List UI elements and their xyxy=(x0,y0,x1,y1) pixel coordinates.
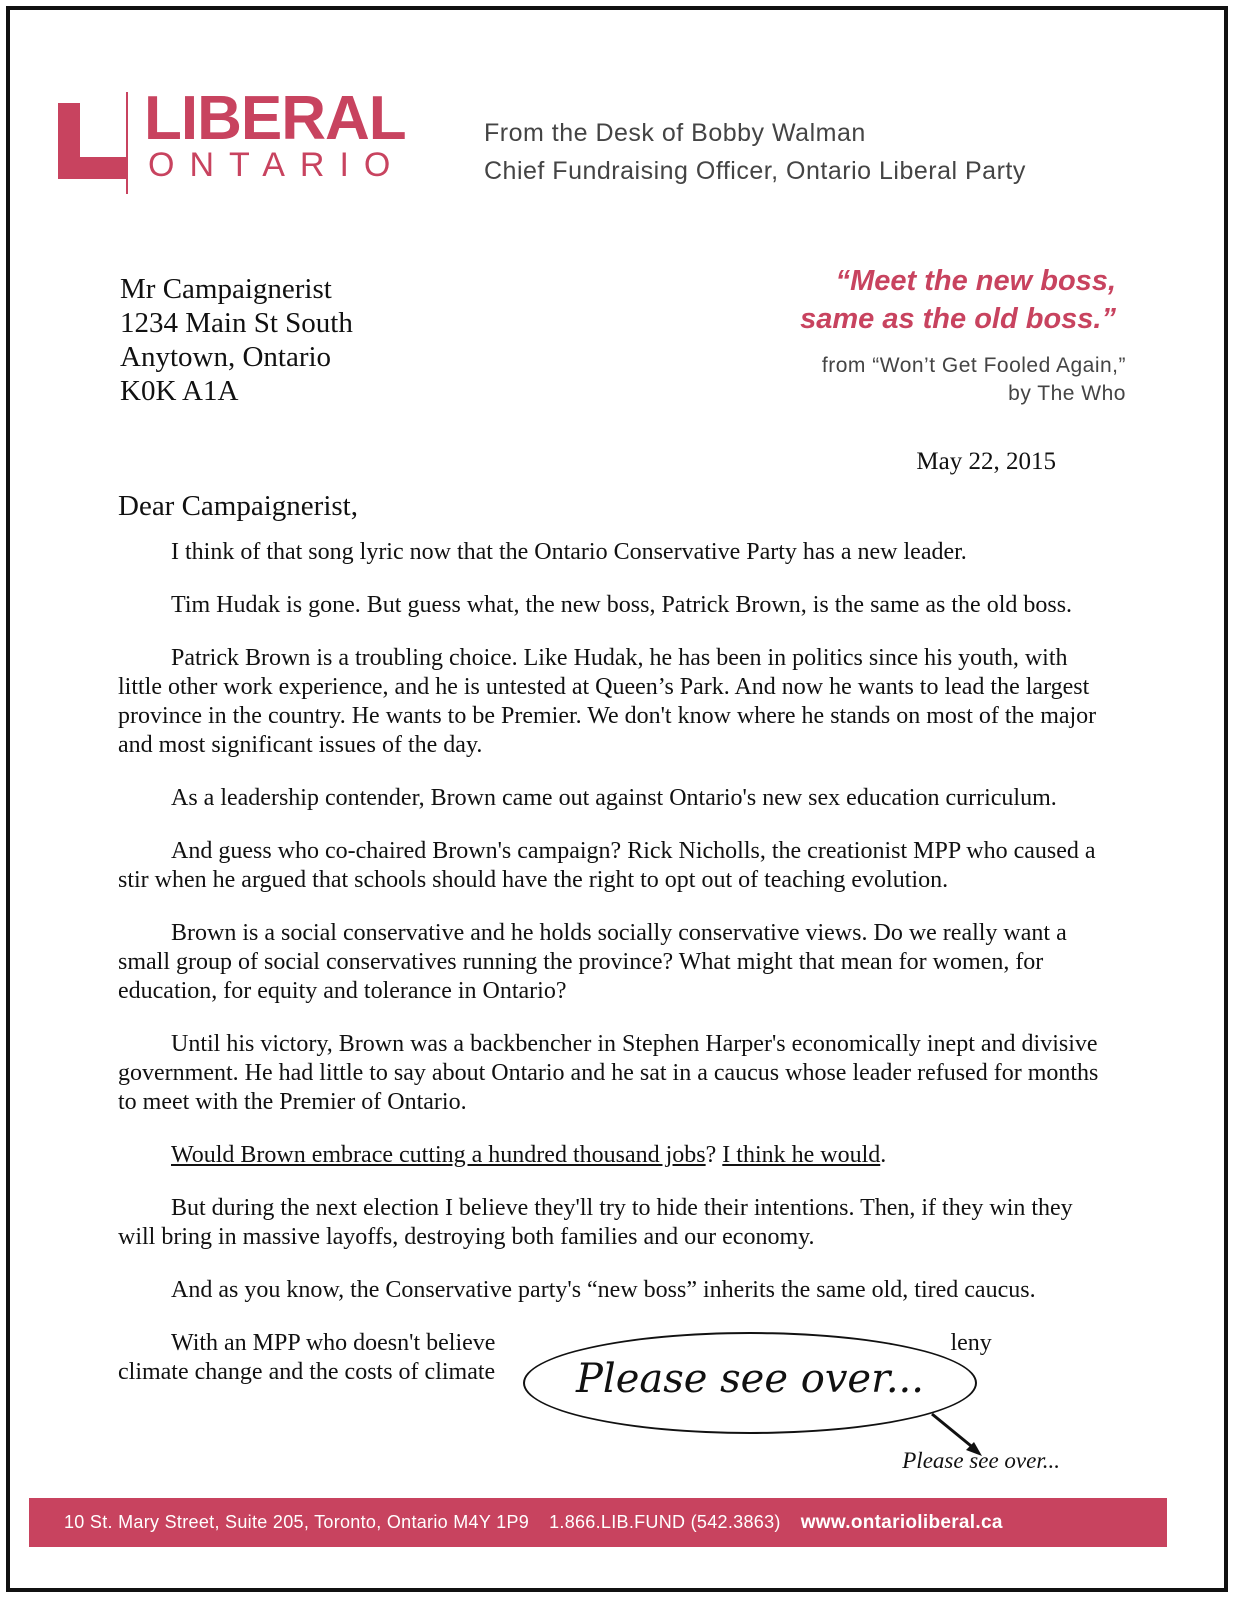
quote-source-line1: from “Won’t Get Fooled Again,” xyxy=(821,354,1126,377)
footer-address: 10 St. Mary Street, Suite 205, Toronto, Ontario M4Y 1P9 xyxy=(64,1512,530,1532)
paragraph: And guess who co-chaired Brown's campaign? Rick Nicholls, the creationist MPP who caused a stir when he argued that schools should have the right to opt out of teaching evolution. xyxy=(118,838,1096,893)
logo-liberal-text: LIBERAL xyxy=(144,84,406,153)
paragraph: As a leadership contender, Brown came out against Ontario's new sex education curriculum. xyxy=(171,785,1057,811)
paragraph: Until his victory, Brown was a backbencher in Stephen Harper's economically inept and divisive government. He had little to say about Ontario and he sat in a caucus whose leader refused for months to meet with the Premier of Ontario. xyxy=(118,1031,1099,1115)
please-see-over-note: Please see over... xyxy=(902,1448,1060,1473)
pull-quote-line2: same as the old boss.” xyxy=(800,303,1116,335)
paragraph: Tim Hudak is gone. But guess what, the new boss, Patrick Brown, is the same as the old boss. xyxy=(171,592,1073,618)
underlined-question: Would Brown embrace cutting a hundred thousand jobs xyxy=(171,1142,706,1168)
sender-from-line: From the Desk of Bobby Walman xyxy=(484,119,866,147)
recipient-city: Anytown, Ontario xyxy=(120,341,332,373)
partial-line1-start: With an MPP who doesn't believe xyxy=(171,1330,496,1356)
footer-phone: 1.866.LIB.FUND (542.3863) xyxy=(549,1512,781,1532)
salutation: Dear Campaignerist, xyxy=(118,490,358,522)
footer-website: www.ontarioliberal.ca xyxy=(800,1511,1003,1533)
footer-bar xyxy=(29,1498,1167,1547)
sender-title-line: Chief Fundraising Officer, Ontario Liberal Party xyxy=(484,157,1026,185)
paragraph: And as you know, the Conservative party's “new boss” inherits the same old, tired caucus. xyxy=(171,1277,1036,1303)
letter-page xyxy=(6,6,1228,1592)
recipient-postal: K0K A1A xyxy=(120,375,239,407)
period: . xyxy=(880,1142,887,1168)
sender-block xyxy=(484,114,1026,190)
partial-line2-start: climate change and the costs of climate xyxy=(118,1359,496,1385)
paragraph-underlined xyxy=(118,1141,1110,1170)
underlined-answer: I think he would xyxy=(722,1142,881,1168)
quote-source xyxy=(822,352,1126,408)
letter-date: May 22, 2015 xyxy=(916,448,1056,475)
quote-source-line2: by The Who xyxy=(1008,382,1126,405)
paragraph: But during the next election I believe they'll try to hide their intentions. Then, if they win they will bring in massive layoffs, destroying both families and our economy. xyxy=(118,1195,1073,1250)
partial-line1-end: leny xyxy=(950,1330,992,1356)
recipient-address xyxy=(120,272,353,408)
paragraph: I think of that song lyric now that the Ontario Conservative Party has a new leader. xyxy=(171,539,967,565)
pull-quote-line1: “Meet the new boss, xyxy=(835,265,1116,297)
letter-body xyxy=(118,538,1110,1411)
pull-quote xyxy=(800,262,1116,338)
logo-ontario-text: ONTARIO xyxy=(148,146,406,184)
logo-divider xyxy=(126,92,128,194)
paragraph: Brown is a social conservative and he holds socially conservative views. Do we really want a small group of social conservatives running the province? What might that mean for women, for education, for equity and tolerance in Ontario? xyxy=(118,920,1067,1004)
paragraph: Patrick Brown is a troubling choice. Like Hudak, he has been in politics since his youth, with little other work experience, and he is untested at Queen’s Park. And now he wants to lead the largest province in the country. He wants to be Premier. We don't know where he stands on most of the major and most significant issues of the day. xyxy=(118,645,1097,758)
liberal-logo-mark-base xyxy=(58,157,126,179)
question-mark: ? xyxy=(705,1142,717,1168)
please-see-over-bubble-text: Please see over... xyxy=(576,1356,924,1402)
recipient-name: Mr Campaignerist xyxy=(120,273,332,305)
recipient-street: 1234 Main St South xyxy=(120,307,353,339)
